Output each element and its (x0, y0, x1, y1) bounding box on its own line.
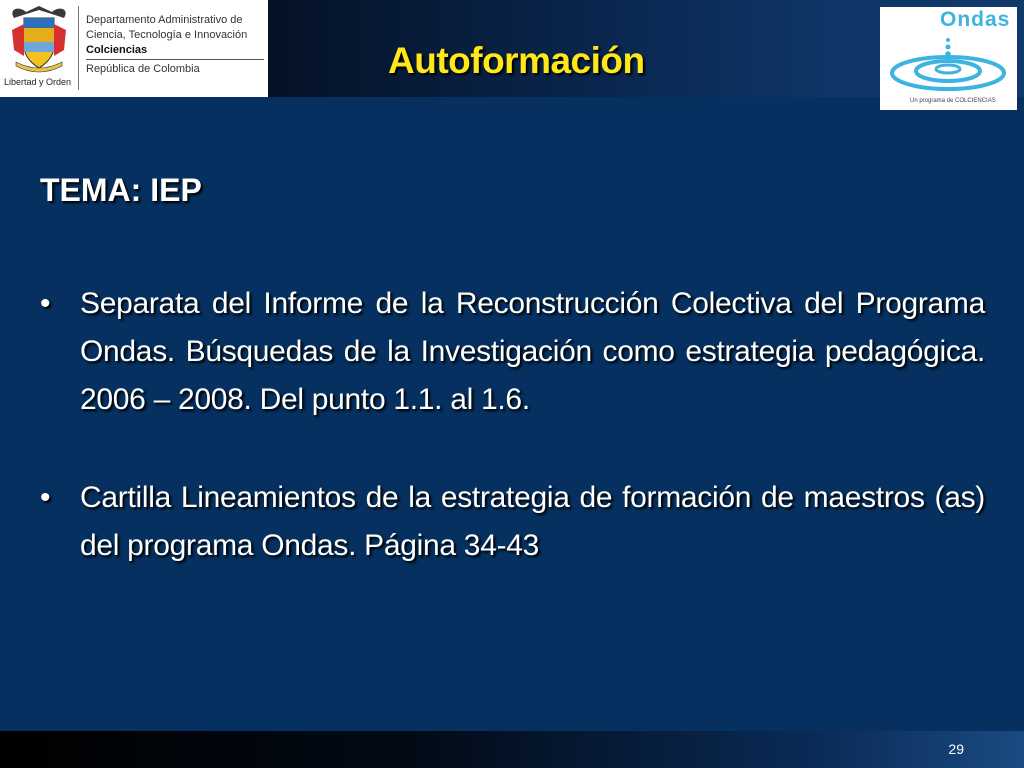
colciencias-logo (0, 0, 268, 97)
motto-label: Libertad y Orden (4, 77, 72, 87)
institution-line-2: Ciencia, Tecnología e Innovación (86, 29, 248, 41)
list-item (40, 280, 985, 424)
institution-line-3: Colciencias (86, 44, 148, 56)
bullet-text: Cartilla Lineamientos de la estrategia de formación de maestros (as) del programa Ondas. Página 34-43 (80, 481, 985, 562)
institution-name (86, 13, 266, 77)
bullet-text: Separata del Informe de la Reconstrucción Colectiva del Programa Ondas. Búsquedas de la Investigación como estrategia pedagógica. 2006 – 2008. Del punto 1.1. al 1.6. (80, 287, 985, 416)
bullet-list (40, 280, 985, 620)
bullet-icon: • (40, 287, 51, 320)
institution-line-4: República de Colombia (86, 63, 200, 75)
ondas-wordmark: Ondas (940, 8, 1011, 31)
logo-divider (78, 6, 79, 90)
colombia-coat-of-arms-icon (6, 4, 72, 76)
footer-band (0, 731, 1024, 768)
institution-line-1: Departamento Administrativo de (86, 14, 243, 26)
institution-rule (86, 59, 264, 60)
page-number: 29 (948, 741, 964, 757)
bullet-icon: • (40, 481, 51, 514)
ondas-subtitle: Un programa de COLCIENCIAS (910, 98, 996, 104)
list-item (40, 474, 985, 570)
slide-title: Autoformación (388, 40, 645, 81)
topic-heading: TEMA: IEP (40, 172, 202, 208)
ondas-logo (880, 7, 1017, 110)
water-ripple-icon (880, 37, 1017, 97)
